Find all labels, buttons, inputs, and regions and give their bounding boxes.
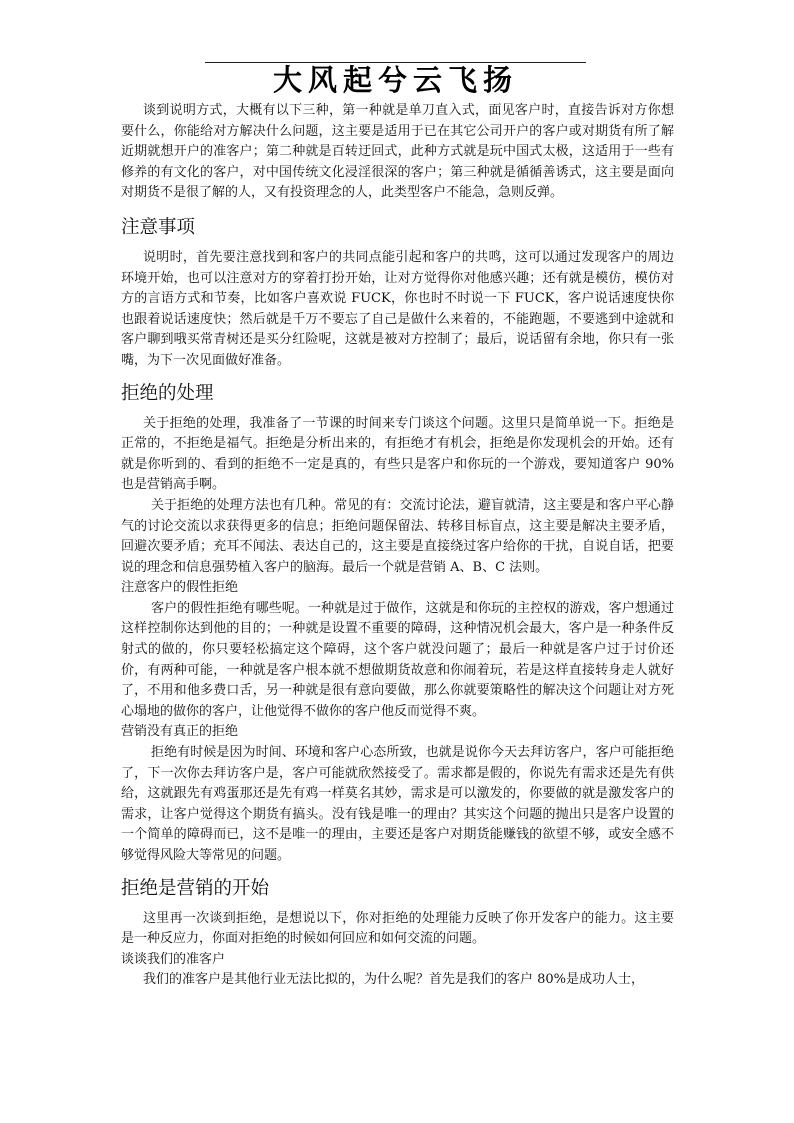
- rejection-paragraph-3: 客户的假性拒绝有哪些呢。一种就是过于做作，这就是和你玩的主控权的游戏，客户想通过这样控制你达到他的目的；一种就是设置不重要的障碍，这种情况机会最大，客户是一种条件反射式的做的，你只要轻松搞定这个障碍，这个客户就没问题了；最后一种就是客户过于讨价还价，有两种可能，一种就是客户根本就不想做期货故意和你闹着玩，若是这样直接转身走人就好了，不用和他多费口舌，另一种就是很有意向要做，那么你就要策略性的解决这个问题让对方死心塌地的做你的客户，让他觉得不做你的客户他反而觉得不爽。: [121, 600, 674, 719]
- rejection-paragraph-2: 关于拒绝的处理方法也有几种。常见的有：交流讨论法，避盲就清，这主要是和客户平心静气的讨论交流以求获得更多的信息；拒绝问题保留法、转移目标盲点，这主要是解决主要矛盾，回避次要矛盾；充耳不闻法、表达自己的，这主要是直接绕过客户给你的干扰，自说自话，把要说的理念和信息强势植入客户的脑海。最后一个就是营销 A、B、C 法则。: [121, 497, 674, 575]
- section-heading-notes: 注意事项: [121, 216, 196, 238]
- rejection-paragraph-1: 关于拒绝的处理，我准备了一节课的时间来专门谈这个问题。这里只是简单说一下。拒绝是正常的，不拒绝是福气。拒绝是分析出来的，有拒绝才有机会，拒绝是你发现机会的开始。还有就是你听到的、看到的拒绝不一定是真的，有些只是客户和你玩的一个游戏，要知道客户 90%也是营销高手啊。: [121, 415, 674, 493]
- document-body: [121, 101, 674, 991]
- notes-paragraph: 说明时，首先要注意找到和客户的共同点能引起和客户的共鸣，这可以通过发现客户的周边环境开始，也可以注意对方的穿着打扮开始，让对方觉得你对他感兴趣；还有就是模仿，模仿对方的言语方式和节奏，比如客户喜欢说 FUCK，你也时不时说一下 FUCK，客户说话速度快你也跟着说话速度快；然后就是千万不要忘了自己是做什么来着的，不能跑题，不要逃到中途就和客户聊到哦买常青树还是买分红险呢，这就是被对方控制了；最后，说话留有余地，你只有一张嘴，为下一次见面做好准备。: [121, 249, 674, 368]
- intro-paragraph: 谈到说明方式，大概有以下三种，第一种就是单刀直入式，面见客户时，直接告诉对方你想要什么，你能给对方解决什么问题，这主要是适用于已在其它公司开户的客户或对期货有所了解近期就想开户的准客户；第二种就是百转迂回式，此种方式就是玩中国式太极，这适用于一些有修养的有文化的客户，对中国传统文化浸淫很深的客户；第三种就是循循善诱式，这主要是面向对期货不是很了解的人，又有投资理念的人，此类型客户不能急，急则反弹。: [121, 103, 674, 201]
- start-paragraph-2: 我们的准客户是其他行业无法比拟的，为什么呢？首先是我们的客户 80%是成功人士，: [143, 972, 645, 988]
- subheading-false-rejection: 注意客户的假性拒绝: [121, 580, 239, 596]
- section-heading-start: 拒绝是营销的开始: [121, 877, 270, 899]
- page-header-title: 大风起兮云飞扬: [272, 63, 518, 97]
- section-heading-rejection: 拒绝的处理: [121, 382, 214, 404]
- start-paragraph-1: 这里再一次谈到拒绝，是想说以下，你对拒绝的处理能力反映了你开发客户的能力。这主要是一种反应力，你面对拒绝的时候如何回应和如何交流的问题。: [121, 910, 674, 947]
- rejection-paragraph-4: 拒绝有时候是因为时间、环境和客户心态所致，也就是说你今天去拜访客户，客户可能拒绝了，下一次你去拜访客户是，客户可能就欣然接受了。需求都是假的，你说先有需求还是先有供给，这就跟先有鸡蛋那还是先有鸡一样莫名其妙，需求是可以激发的，你要做的就是激发客户的需求，让客户觉得这个期货有搞头。没有钱是唯一的理由？其实这个问题的抛出只是客户设置的一个简单的障碍而已，这不是唯一的理由，主要还是客户对期货能赚钱的欲望不够，或安全感不够觉得风险大等常见的问题。: [121, 745, 674, 863]
- subheading-no-real-rejection: 营销没有真正的拒绝: [121, 724, 239, 740]
- subheading-prospects: 谈谈我们的准客户: [121, 951, 226, 967]
